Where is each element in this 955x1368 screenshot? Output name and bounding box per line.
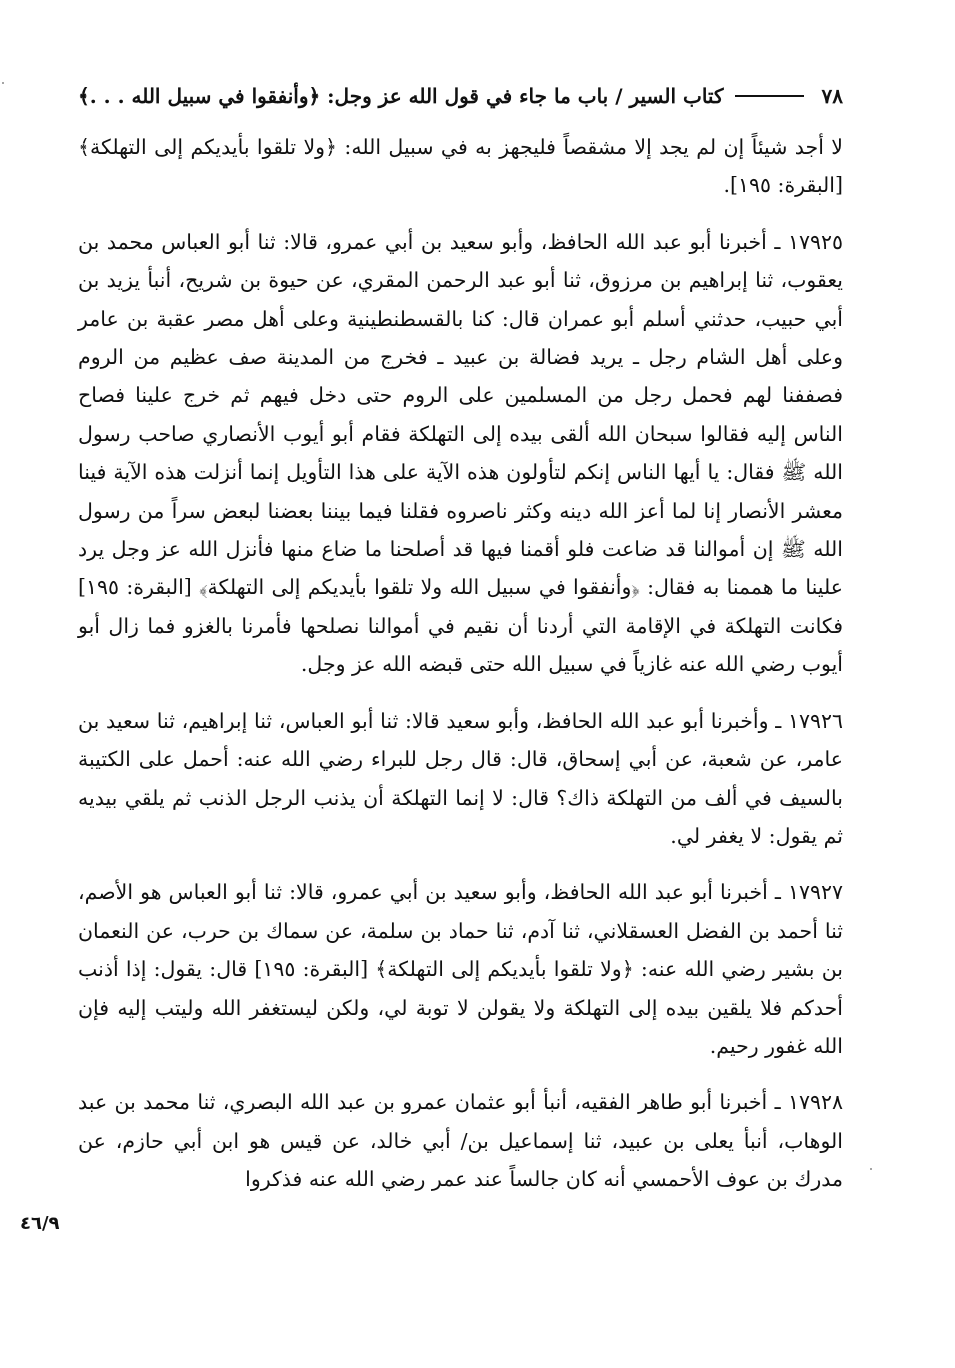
page-number: ٧٨	[821, 84, 843, 108]
header-title: كتاب السير / باب ما جاء في قول الله عز وجل: ﴿وأنفقوا في سبيل الله . . .﴾	[78, 84, 724, 108]
header-rule	[735, 95, 803, 97]
scan-speck	[870, 1168, 872, 1170]
paragraph: ١٧٩٢٦ ـ وأخبرنا أبو عبد الله الحافظ، وأبو سعيد قالا: ثنا أبو العباس، ثنا إبراهيم، ثنا سعيد بن عامر، عن شعبة، عن أبي إسحاق، قال: قال رجل للبراء رضي الله عنه: أحمل على الكتيبة بالسيف في ألف من التهلكة ذاك؟ قال: لا إنما التهلكة أن يذنب الرجل الذنب ثم يلقي بيديه ثم يقول: لا يغفر لي.	[78, 708, 843, 848]
scan-speck	[2, 82, 4, 84]
running-header	[78, 76, 843, 116]
margin-volume-page-note: ٤٦/٩	[20, 1213, 60, 1234]
paragraph: ١٧٩٢٧ ـ أخبرنا أبو عبد الله الحافظ، وأبو سعيد بن أبي عمرو، قالا: ثنا أبو العباس هو الأصم، ثنا أحمد بن الفضل العسقلاني، ثنا آدم، ثنا حماد بن سلمة، عن سماك بن حرب، عن النعمان بن بشير رضي الله عنه: ﴿ولا تلقوا بأيديكم إلى التهلكة﴾ [البقرة: ١٩٥] قال: يقول: إذا أذنب أحدكم فلا يلقين بيده إلى التهلكة ولا يقولن لا توبة لي، ولكن ليستغفر الله وليتب إليه فإن الله غفور رحيم.	[78, 880, 843, 1058]
paragraph: ١٧٩٢٥ ـ أخبرنا أبو عبد الله الحافظ، وأبو سعيد بن أبي عمرو، قالا: ثنا أبو العباس محمد بن يعقوب، ثنا إبراهيم بن مرزوق، ثنا أبو عبد الرحمن المقري، عن حيوة بن شريح، أنبأ يزيد بن أبي حبيب، حدثني أسلم أبو عمران قال: كنا بالقسطنطينية وعلى أهل مصر عقبة بن عامر وعلى أهل الشام رجل ـ يريد فضالة بن عبيد ـ فخرج من المدينة صف عظيم من الروم فصففنا لهم فحمل رجل من المسلمين على الروم حتى دخل فيهم ثم خرج علينا فصاح الناس إليه فقالوا سبحان الله ألقى بيده إلى التهلكة فقام أبو أيوب الأنصاري صاحب رسول الله ﷺ فقال: يا أيها الناس إنكم لتأولون هذه الآية على هذا التأويل إنما أنزلت هذه الآية فينا معشر الأنصار إنا لما أعز الله دينه وكثر ناصروه فقلنا فيما بيننا بعضنا لبعض سراً من رسول الله ﷺ إن أموالنا قد ضاعت فلو أقمنا فيها قد أصلحنا ما ضاع منها فأنزل الله عز وجل يرد علينا ما هممنا به فقال: ﴿وأنفقوا في سبيل الله ولا تلقوا بأيديكم إلى التهلكة﴾ [البقرة: ١٩٥] فكانت التهلكة في الإقامة التي أردنا أن نقيم في أموالنا نصلحها فأمرنا بالغزو فما زال أبو أيوب رضي الله عنه غازياً في سبيل الله حتى قبضه الله عز وجل.	[78, 229, 843, 677]
page-body	[78, 128, 843, 1217]
paragraph: لا أجد شيئاً إن لم يجد إلا مشقصاً فليجهز به في سبيل الله: ﴿ولا تلقوا بأيديكم إلى التهلكة﴾ [البقرة: ١٩٥].	[78, 135, 843, 198]
paragraph: ١٧٩٢٨ ـ أخبرنا أبو طاهر الفقيه، أنبأ أبو عثمان عمرو بن عبد الله البصري، ثنا محمد بن عبد الوهاب، أنبأ يعلى بن عبيد، ثنا إسماعيل بن/ أبي خالد، عن قيس هو ابن أبي حازم، عن مدرك بن عوف الأحمسي أنه كان جالساً عند عمر رضي الله عنه فذكروا	[78, 1090, 843, 1192]
